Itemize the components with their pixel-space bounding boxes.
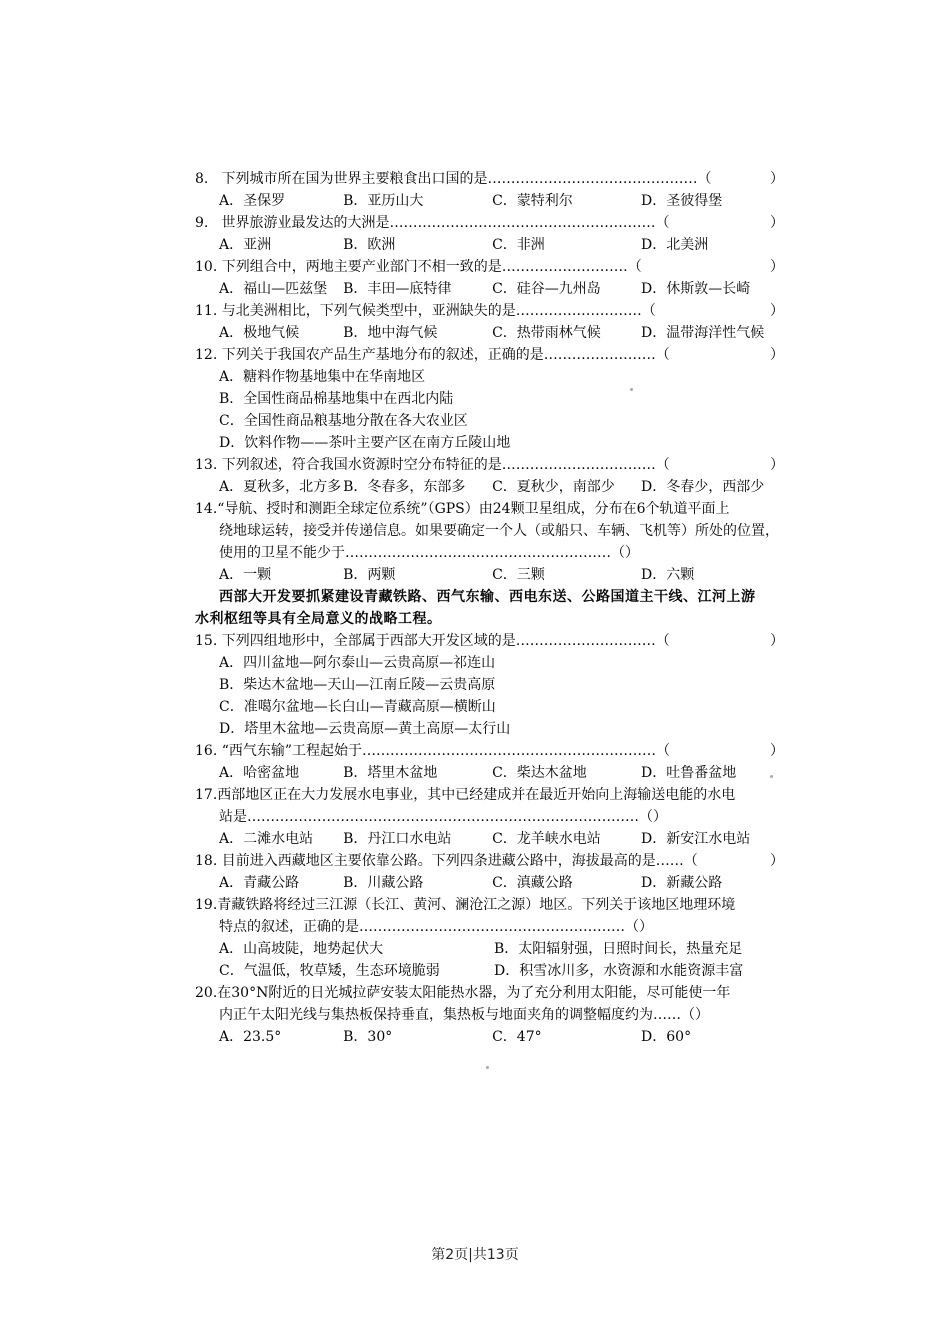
question-18 xyxy=(195,850,790,872)
question-11 xyxy=(195,300,790,322)
option-a: A．亚洲 xyxy=(219,237,272,253)
question-19 xyxy=(195,894,790,938)
answer-paren: ） xyxy=(770,259,784,275)
option-b: B．30° xyxy=(343,1029,393,1045)
answer-paren: ） xyxy=(770,347,784,363)
option-b: B．地中海气候 xyxy=(343,325,438,341)
question-number: 18. xyxy=(195,853,218,869)
context-note xyxy=(195,586,790,630)
stem-continuation: 绕地球运转，接受并传递信息。如果要确定一个人（或船只、车辆、飞机等）所处的位置，使用的卫星不能少于…………………………………………………（ xyxy=(219,523,779,561)
option-a: A．哈密盆地 xyxy=(219,765,300,781)
options-row xyxy=(195,564,790,586)
question-13 xyxy=(195,454,790,476)
answer-paren: ） xyxy=(653,809,667,825)
option-b: B．亚历山大 xyxy=(343,193,424,209)
stem-continuation: 站是…………………………………………………………………………（ xyxy=(219,809,653,825)
option-a: A．糖料作物基地集中在华南地区 xyxy=(219,369,426,385)
answer-paren: ） xyxy=(770,743,784,759)
question-stem: 在30°N附近的日光城拉萨安装太阳能热水器，为了充分利用太阳能，尽可能使一年 xyxy=(217,985,731,1001)
options-row xyxy=(195,278,790,300)
question-20 xyxy=(195,982,790,1026)
options-row xyxy=(195,322,790,344)
options-row xyxy=(195,762,790,784)
option-d: D．塔里木盆地—云贵高原—黄土高原—太行山 xyxy=(219,721,511,737)
option-d: D．吐鲁番盆地 xyxy=(641,765,737,781)
question-number: 20. xyxy=(195,985,218,1001)
question-number: 11. xyxy=(195,303,218,319)
question-stem-continued xyxy=(195,916,790,938)
option-d: D．新藏公路 xyxy=(641,875,723,891)
question-number: 17. xyxy=(195,787,218,803)
question-stem: 下列城市所在国为世界主要粮食出口国的是………………………………………（ xyxy=(221,171,712,187)
answer-paren: ） xyxy=(625,545,639,561)
option-c: C．全国性商品粮基地分散在各大农业区 xyxy=(219,413,468,429)
answer-paren: ） xyxy=(695,1007,709,1023)
question-stem: “导航、授时和测距全球定位系统”（GPS）由24颗卫星组成，分布在6个轨道平面上 xyxy=(217,501,730,517)
question-17 xyxy=(195,784,790,828)
options-row xyxy=(195,938,790,960)
option-c: C．夏秋少，南部少 xyxy=(492,479,615,495)
option-c: C．滇藏公路 xyxy=(492,875,573,891)
question-number: 15. xyxy=(195,633,218,649)
option-d: D．积雪冰川多，水资源和水能资源丰富 xyxy=(494,963,744,979)
question-8 xyxy=(195,168,790,190)
option-d: D．温带海洋性气候 xyxy=(641,325,765,341)
question-stem: 西部地区正在大力发展水电事业，其中已经建成并在最近开始向上海输送电能的水电 xyxy=(217,787,736,803)
answer-paren: ） xyxy=(770,853,784,869)
answer-paren: ） xyxy=(770,215,784,231)
option-d: D．新安江水电站 xyxy=(641,831,751,847)
option-a: A．夏秋多，北方多 xyxy=(219,479,342,495)
option-d: D．圣彼得堡 xyxy=(641,193,723,209)
options-row xyxy=(195,1026,790,1048)
option-a: A．二滩水电站 xyxy=(219,831,314,847)
scanned-exam-content xyxy=(195,168,790,1048)
option-a: A．福山—匹兹堡 xyxy=(219,281,328,297)
options-row xyxy=(195,234,790,256)
option-b: B．两颗 xyxy=(343,567,396,583)
answer-paren: ） xyxy=(770,457,784,473)
option-a: A．圣保罗 xyxy=(219,193,286,209)
question-stem: 下列关于我国农产品生产基地分布的叙述，正确的是……………………（ xyxy=(221,347,670,363)
question-15 xyxy=(195,630,790,652)
options-row xyxy=(195,190,790,212)
question-9 xyxy=(195,212,790,234)
option-a: A．极地气候 xyxy=(219,325,300,341)
option-a: A．一颗 xyxy=(219,567,272,583)
question-stem: 下列叙述，符合我国水资源时空分布特征的是……………………………（ xyxy=(221,457,670,473)
question-stem-continued xyxy=(195,520,790,564)
note-line-1: 西部大开发要抓紧建设青藏铁路、西气东输、西电东送、公路国道主干线、江河上游 xyxy=(219,589,756,605)
question-number: 9. xyxy=(195,215,209,231)
question-stem: 世界旅游业最发达的大洲是…………………………………………………（ xyxy=(221,215,670,231)
question-number: 10. xyxy=(195,259,218,275)
option-c: C．47° xyxy=(492,1029,542,1045)
answer-paren: ） xyxy=(639,919,653,935)
option-c: C．准噶尔盆地—长白山—青藏高原—横断山 xyxy=(219,699,496,715)
answer-paren: ） xyxy=(770,171,784,187)
question-number: 14. xyxy=(195,501,218,517)
option-b: B．川藏公路 xyxy=(343,875,424,891)
scan-speck xyxy=(630,388,633,391)
option-b: B．欧洲 xyxy=(343,237,396,253)
options-row xyxy=(195,476,790,498)
option-b: B．全国性商品棉基地集中在西北内陆 xyxy=(219,391,454,407)
question-number: 19. xyxy=(195,897,218,913)
answer-paren: ） xyxy=(770,633,784,649)
option-c: C．热带雨林气候 xyxy=(492,325,601,341)
scan-speck xyxy=(770,775,773,778)
options-row xyxy=(195,960,790,982)
option-c: C．柴达木盆地 xyxy=(492,765,587,781)
option-a: A．23.5° xyxy=(219,1029,282,1045)
option-a: A．青藏公路 xyxy=(219,875,300,891)
option-b: B．柴达木盆地—天山—江南丘陵—云贵高原 xyxy=(219,677,496,693)
question-number: 12. xyxy=(195,347,218,363)
option-b: B．丰田—底特律 xyxy=(343,281,452,297)
option-d: D．六颗 xyxy=(641,567,695,583)
option-d: D．冬春少，西部少 xyxy=(641,479,765,495)
option-d: D．饮料作物——茶叶主要产区在南方丘陵山地 xyxy=(219,435,511,451)
options-row xyxy=(195,828,790,850)
answer-paren: ） xyxy=(770,303,784,319)
question-number: 16. xyxy=(195,743,218,759)
option-a: A．山高坡陡，地势起伏大 xyxy=(219,941,384,957)
question-stem-continued xyxy=(195,806,790,828)
question-stem: 与北美洲相比，下列气候类型中，亚洲缺失的是………………………（ xyxy=(221,303,656,319)
option-c: C．龙羊峡水电站 xyxy=(492,831,601,847)
option-c: C．非洲 xyxy=(492,237,545,253)
question-stem-continued xyxy=(195,1004,790,1026)
option-d: D．休斯敦—长崎 xyxy=(641,281,751,297)
options-row xyxy=(195,872,790,894)
option-b: B．太阳辐射强，日照时间长，热量充足 xyxy=(494,941,743,957)
question-number: 13. xyxy=(195,457,218,473)
option-c: C．蒙特利尔 xyxy=(492,193,573,209)
question-12 xyxy=(195,344,790,366)
option-b: B．塔里木盆地 xyxy=(343,765,438,781)
question-stem: “西气东输”工程起始于………………………………………………………（ xyxy=(221,743,671,759)
option-a: A．四川盆地—阿尔泰山—云贵高原—祁连山 xyxy=(219,655,496,671)
option-d: D．北美洲 xyxy=(641,237,709,253)
option-c: C．气温低，牧草矮，生态环境脆弱 xyxy=(219,963,440,979)
option-c: C．三颗 xyxy=(492,567,545,583)
question-10 xyxy=(195,256,790,278)
question-16 xyxy=(195,740,790,762)
option-b: B．丹江口水电站 xyxy=(343,831,452,847)
option-b: B．冬春多，东部多 xyxy=(343,479,466,495)
question-stem: 目前进入西藏地区主要依靠公路。下列四条进藏公路中，海拔最高的是……（ xyxy=(221,853,698,869)
question-stem: 下列四组地形中，全部属于西部大开发区域的是…………………………（ xyxy=(221,633,670,649)
note-line-2: 水利枢纽等具有全局意义的战略工程。 xyxy=(195,611,442,627)
question-stem: 下列组合中，两地主要产业部门不相一致的是………………………（ xyxy=(221,259,642,275)
stem-continuation: 特点的叙述，正确的是…………………………………………………（ xyxy=(219,919,639,935)
page-footer: 第2页|共13页 xyxy=(431,1247,519,1263)
option-d: D．60° xyxy=(641,1029,692,1045)
option-c: C．硅谷—九州岛 xyxy=(492,281,601,297)
question-number: 8. xyxy=(195,171,209,187)
question-14 xyxy=(195,498,790,564)
stem-continuation: 内正午太阳光线与集热板保持垂直，集热板与地面夹角的调整幅度约为……（ xyxy=(219,1007,695,1023)
scan-speck xyxy=(486,1066,489,1069)
question-stem: 青藏铁路将经过三江源（长江、黄河、澜沧江之源）地区。下列关于该地区地理环境 xyxy=(217,897,736,913)
